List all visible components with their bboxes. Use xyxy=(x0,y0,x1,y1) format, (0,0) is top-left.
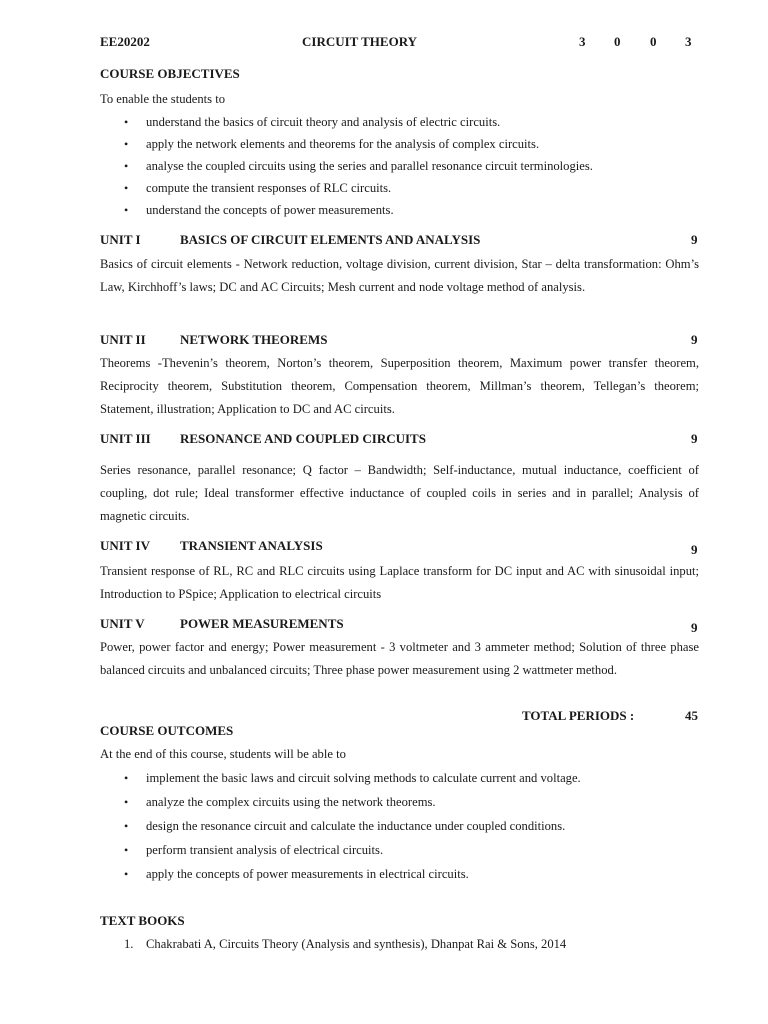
unit-title: NETWORK THEOREMS xyxy=(180,332,328,347)
bullet-icon: • xyxy=(124,867,129,881)
unit-hours: 9 xyxy=(691,542,698,557)
bullet-icon: • xyxy=(124,203,129,217)
objective-item: analyse the coupled circuits using the series and parallel resonance circuit terminologies. xyxy=(146,159,593,173)
credit-t: 0 xyxy=(614,34,621,49)
unit-title: TRANSIENT ANALYSIS xyxy=(180,538,323,553)
outcome-item: apply the concepts of power measurements in electrical circuits. xyxy=(146,867,469,881)
bullet-icon: • xyxy=(124,771,129,785)
unit-title: RESONANCE AND COUPLED CIRCUITS xyxy=(180,431,426,446)
course-title: CIRCUIT THEORY xyxy=(302,34,418,49)
bullet-icon: • xyxy=(124,181,129,195)
unit-label: UNIT IV xyxy=(100,538,150,553)
total-periods-label: TOTAL PERIODS : xyxy=(522,708,635,723)
objective-item: understand the basics of circuit theory and analysis of electric circuits. xyxy=(146,115,501,129)
outcomes-heading: COURSE OUTCOMES xyxy=(100,723,234,738)
bullet-icon: • xyxy=(124,159,129,173)
objectives-heading: COURSE OBJECTIVES xyxy=(100,66,240,81)
unit-content: Transient response of RL, RC and RLC circuits using Laplace transform for DC input and AC with sinusoidal input; Introduction to PSpice; Application to electrical circuits xyxy=(100,564,699,601)
bullet-icon: • xyxy=(124,795,129,809)
outcomes-intro: At the end of this course, students will be able to xyxy=(100,747,346,761)
textbook-number: 1. xyxy=(124,937,134,951)
total-periods-value: 45 xyxy=(685,708,698,723)
credit-l: 3 xyxy=(579,34,586,49)
objective-item: understand the concepts of power measurements. xyxy=(146,203,394,217)
unit-content: Series resonance, parallel resonance; Q factor – Bandwidth; Self-inductance, mutual inductance, coefficient of coupling, dot rule; Ideal transformer effective inductance of coupled coils in series and in parallel; Analysis of magnetic circuits. xyxy=(100,463,699,523)
objective-item: compute the transient responses of RLC circuits. xyxy=(146,181,392,195)
objectives-intro: To enable the students to xyxy=(100,92,226,106)
unit-label: UNIT III xyxy=(100,431,151,446)
textbooks-heading: TEXT BOOKS xyxy=(100,913,185,928)
credit-c: 3 xyxy=(685,34,692,49)
outcome-item: perform transient analysis of electrical circuits. xyxy=(146,843,384,857)
unit-title: BASICS OF CIRCUIT ELEMENTS AND ANALYSIS xyxy=(180,232,481,247)
course-code: EE20202 xyxy=(100,34,150,49)
unit-label: UNIT I xyxy=(100,232,141,247)
unit-hours: 9 xyxy=(691,431,698,446)
outcome-item: design the resonance circuit and calculate the inductance under coupled conditions. xyxy=(146,819,566,833)
bullet-icon: • xyxy=(124,115,129,129)
textbook-item: Chakrabati A, Circuits Theory (Analysis and synthesis), Dhanpat Rai & Sons, 2014 xyxy=(146,937,567,951)
unit-label: UNIT V xyxy=(100,616,145,631)
unit-hours: 9 xyxy=(691,232,698,247)
bullet-icon: • xyxy=(124,137,129,151)
unit-content: Power, power factor and energy; Power measurement - 3 voltmeter and 3 ammeter method; Solution of three phase balanced circuits and unbalanced circuits; Three phase power measurement using 2 wattmeter method. xyxy=(100,640,699,677)
unit-content: Theorems -Thevenin’s theorem, Norton’s theorem, Superposition theorem, Maximum power transfer theorem, Reciprocity theorem, Substitution theorem, Compensation theorem, Millman’s theorem, Tellegan’s theorem; Statement, illustration; Application to DC and AC circuits. xyxy=(100,356,699,416)
bullet-icon: • xyxy=(124,843,129,857)
unit-content: Basics of circuit elements - Network reduction, voltage division, current division, Star – delta transformation: Ohm’s Law, Kirchhoff’s laws; DC and AC Circuits; Mesh current and node voltage method of analysis. xyxy=(100,257,699,294)
outcome-item: implement the basic laws and circuit solving methods to calculate current and voltage. xyxy=(146,771,581,785)
unit-hours: 9 xyxy=(691,332,698,347)
unit-title: POWER MEASUREMENTS xyxy=(180,616,344,631)
unit-label: UNIT II xyxy=(100,332,146,347)
objective-item: apply the network elements and theorems for the analysis of complex circuits. xyxy=(146,137,540,151)
bullet-icon: • xyxy=(124,819,129,833)
unit-hours: 9 xyxy=(691,620,698,635)
outcome-item: analyze the complex circuits using the network theorems. xyxy=(146,795,436,809)
credit-p: 0 xyxy=(650,34,657,49)
